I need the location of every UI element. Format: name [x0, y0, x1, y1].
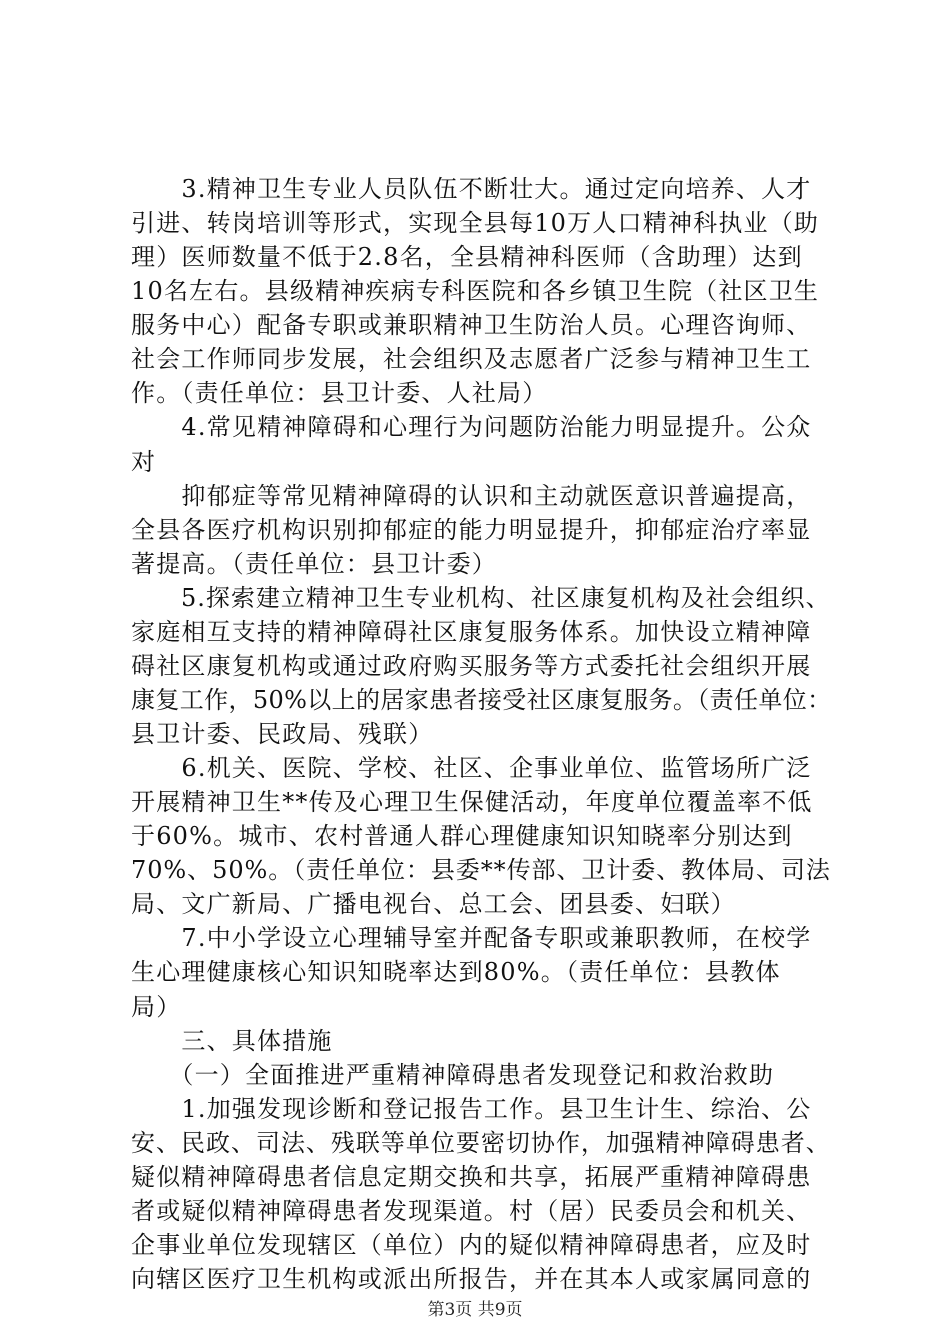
paragraph-line: 生心理健康核心知识知晓率达到80%。（责任单位：县教体 [131, 958, 781, 987]
paragraph-line: 10名左右。县级精神疾病专科医院和各乡镇卫生院（社区卫生 [131, 277, 820, 306]
subsection-heading: （一）全面推进严重精神障碍患者发现登记和救治救助 [131, 1060, 775, 1089]
paragraph-line: 抑郁症等常见精神障碍的认识和主动就医意识普遍提高， [131, 481, 812, 510]
paragraph-line: 服务中心）配备专职或兼职精神卫生防治人员。心理咨询师、 [131, 311, 812, 340]
paragraph-line: 6.机关、医院、学校、社区、企事业单位、监管场所广泛 [131, 754, 812, 783]
paragraph-line: 理）医师数量不低于2.8名，全县精神科医师（含助理）达到 [131, 243, 803, 272]
paragraph-line: 向辖区医疗卫生机构或派出所报告，并在其本人或家属同意的 [131, 1265, 812, 1293]
paragraph-line: 县卫计委、民政局、残联） [131, 720, 434, 748]
paragraph-line: 局、文广新局、广播电视台、总工会、团县委、妇联） [131, 890, 736, 919]
paragraph-line: 作。（责任单位：县卫计委、人社局） [131, 379, 548, 408]
paragraph-line: 局） [131, 992, 182, 1021]
paragraph-line: 5.探索建立精神卫生专业机构、社区康复机构及社会组织、 [131, 583, 831, 612]
paragraph-line: 者或疑似精神障碍患者发现渠道。村（居）民委员会和机关、 [131, 1196, 812, 1225]
paragraph-line: 3.精神卫生专业人员队伍不断壮大。通过定向培养、人才 [131, 175, 812, 203]
paragraph-line: 70%、50%。（责任单位：县委**传部、卫计委、教体局、司法 [131, 856, 831, 885]
paragraph-line: 社会工作师同步发展，社会组织及志愿者广泛参与精神卫生工 [131, 345, 812, 374]
paragraph-line: 7.中小学设立心理辅导室并配备专职或兼职教师，在校学 [131, 924, 812, 953]
paragraph-line: 4.常见精神障碍和心理行为问题防治能力明显提升。公众 [131, 413, 812, 442]
paragraph-line: 开展精神卫生**传及心理卫生保健活动，年度单位覆盖率不低 [131, 788, 813, 817]
paragraph-line: 家庭相互支持的精神障碍社区康复服务体系。加快设立精神障 [131, 617, 812, 646]
paragraph-line: 企事业单位发现辖区（单位）内的疑似精神障碍患者，应及时 [131, 1230, 812, 1259]
paragraph-line: 对 [131, 447, 157, 476]
paragraph-line: 安、民政、司法、残联等单位要密切协作，加强精神障碍患者、 [131, 1128, 831, 1157]
paragraph-line: 全县各医疗机构识别抑郁症的能力明显提升，抑郁症治疗率显 [131, 515, 812, 544]
paragraph-line: 引进、转岗培训等形式，实现全县每10万人口精神科执业（助 [131, 209, 820, 238]
paragraph-line: 疑似精神障碍患者信息定期交换和共享，拓展严重精神障碍患 [131, 1162, 812, 1191]
paragraph-line: 康复工作，50%以上的居家患者接受社区康复服务。（责任单位： [131, 685, 832, 714]
paragraph-line: 碍社区康复机构或通过政府购买服务等方式委托社会组织开展 [131, 651, 812, 680]
paragraph-line: 1.加强发现诊断和登记报告工作。县卫生计生、综治、公 [131, 1094, 812, 1123]
paragraph-line: 著提高。（责任单位：县卫计委） [131, 549, 497, 578]
page-number-footer: 第3页 共9页 [427, 1300, 523, 1320]
section-heading: 三、具体措施 [131, 1026, 333, 1055]
paragraph-line: 于60%。城市、农村普通人群心理健康知识知晓率分别达到 [131, 822, 793, 851]
